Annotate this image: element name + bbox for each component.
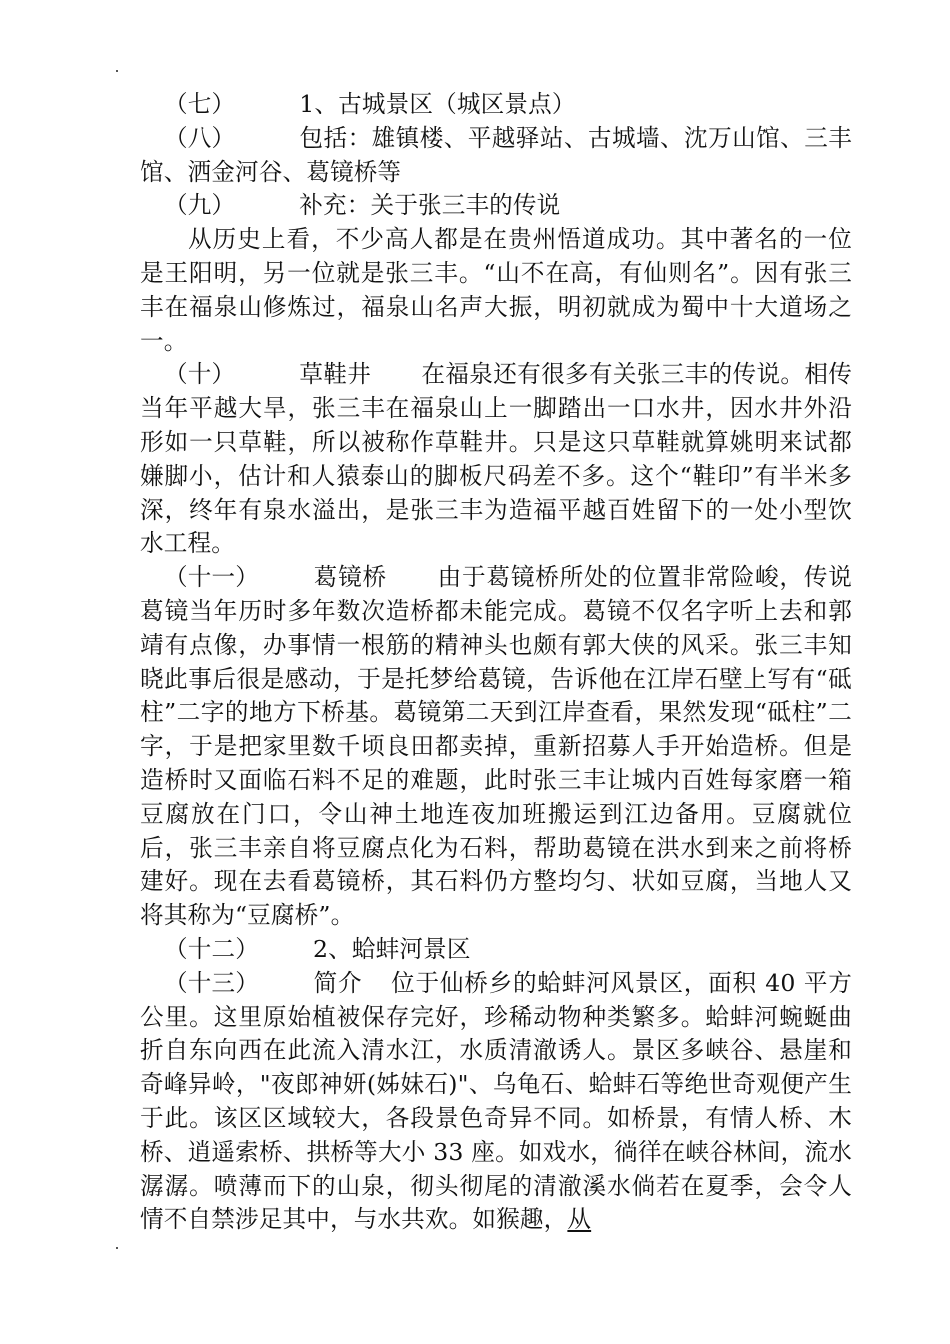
document-body xyxy=(140,88,852,1237)
section-heading: 2、蛤蚌河景区 xyxy=(312,934,471,963)
paragraph-text: 包括：雄镇楼、平越驿站、古城墙、沈万山馆、三丰馆、洒金河谷、葛镜桥等 xyxy=(140,123,852,186)
paragraph-text: 由于葛镜桥所处的位置非常险峻，传说葛镜当年历时多年数次造桥都未能完成。葛镜不仅名字听上去和郭靖有点像，办事情一根筋的精神头也颇有郭大侠的风采。张三丰知晓此事后很是感动，于是托梦给葛镜，告诉他在江岸石壁上写有“砥柱”二字的地方下桥基。葛镜第二天到江岸查看，果然发现“砥柱”二字，于是把家里数千顷良田都卖掉，重新招募人手开始造桥。但是造桥时又面临石料不足的难题，此时张三丰让城内百姓每家磨一箱豆腐放在门口，令山神土地连夜加班搬运到江边备用。豆腐就位后，张三丰亲自将豆腐点化为石料，帮助葛镜在洪水到来之前将桥建好。现在去看葛镜桥，其石料仍方整均匀、状如豆腐，当地人又将其称为“豆腐桥”。 xyxy=(140,563,852,930)
paragraph-9 xyxy=(140,189,852,223)
paragraph-number: （十三） xyxy=(164,968,259,997)
paragraph-text: 在福泉还有很多有关张三丰的传说。相传当年平越大旱，张三丰在福泉山上一脚踏出一口水井，因水井外沿形如一只草鞋，所以被称作草鞋井。只是这只草鞋就算姚明来试都嫌脚小，估计和人猿泰山的脚板尺码差不多。这个“鞋印”有半米多深，终年有泉水溢出，是张三丰为造福平越百姓留下的一处小型饮水工程。 xyxy=(140,360,852,558)
paragraph-8 xyxy=(140,122,852,190)
paragraph-13 xyxy=(140,967,852,1237)
paragraph-10 xyxy=(140,358,852,561)
corner-mark-top xyxy=(116,70,118,72)
section-heading: 1、古城景区（城区景点） xyxy=(299,90,576,118)
paragraph-text: 位于仙桥乡的蛤蚌河风景区，面积 40 平方公里。这里原始植被保存完好，珍稀动物种类繁多。蛤蚌河蜿蜒曲折自东向西在此流入清水江，水质清澈诱人。景区多峡谷、悬崖和奇峰异岭，"夜郎神妍(姊妹石)"、乌龟石、蛤蚌石等绝世奇观便产生于此。该区区域较大，各段景色奇异不同。如桥景，有情人桥、木桥、逍遥索桥、拱桥等大小 33 座。如戏水，徜徉在峡谷林间，流水潺潺。喷薄而下的山泉，彻头彻尾的清澈溪水倘若在夏季，会令人情不自禁涉足其中，与水共欢。如猴趣， xyxy=(140,968,852,1234)
paragraph-number: （九） xyxy=(164,191,236,220)
paragraph-title: 简介 xyxy=(312,968,363,997)
paragraph-7 xyxy=(140,88,852,122)
paragraph-11 xyxy=(140,561,852,933)
paragraph-title: 草鞋井 xyxy=(299,360,372,389)
paragraph-12 xyxy=(140,933,852,967)
paragraph-number: （八） xyxy=(164,123,236,152)
paragraph-number: （七） xyxy=(164,90,236,118)
paragraph-number: （十二） xyxy=(164,934,259,963)
paragraph-number: （十一） xyxy=(164,563,259,592)
paragraph-text-tail: 从 xyxy=(567,1205,592,1234)
paragraph-title: 葛镜桥 xyxy=(312,563,387,592)
paragraph-text: 补充：关于张三丰的传说 xyxy=(299,191,561,220)
paragraph-9-body: 从历史上看，不少高人都是在贵州悟道成功。其中著名的一位是王阳明，另一位就是张三丰。“山不在高，有仙则名”。因有张三丰在福泉山修炼过，福泉山名声大振，明初就成为蜀中十大道场之一。 xyxy=(140,225,852,355)
corner-mark-bottom xyxy=(116,1247,118,1249)
paragraph-number: （十） xyxy=(164,360,236,389)
